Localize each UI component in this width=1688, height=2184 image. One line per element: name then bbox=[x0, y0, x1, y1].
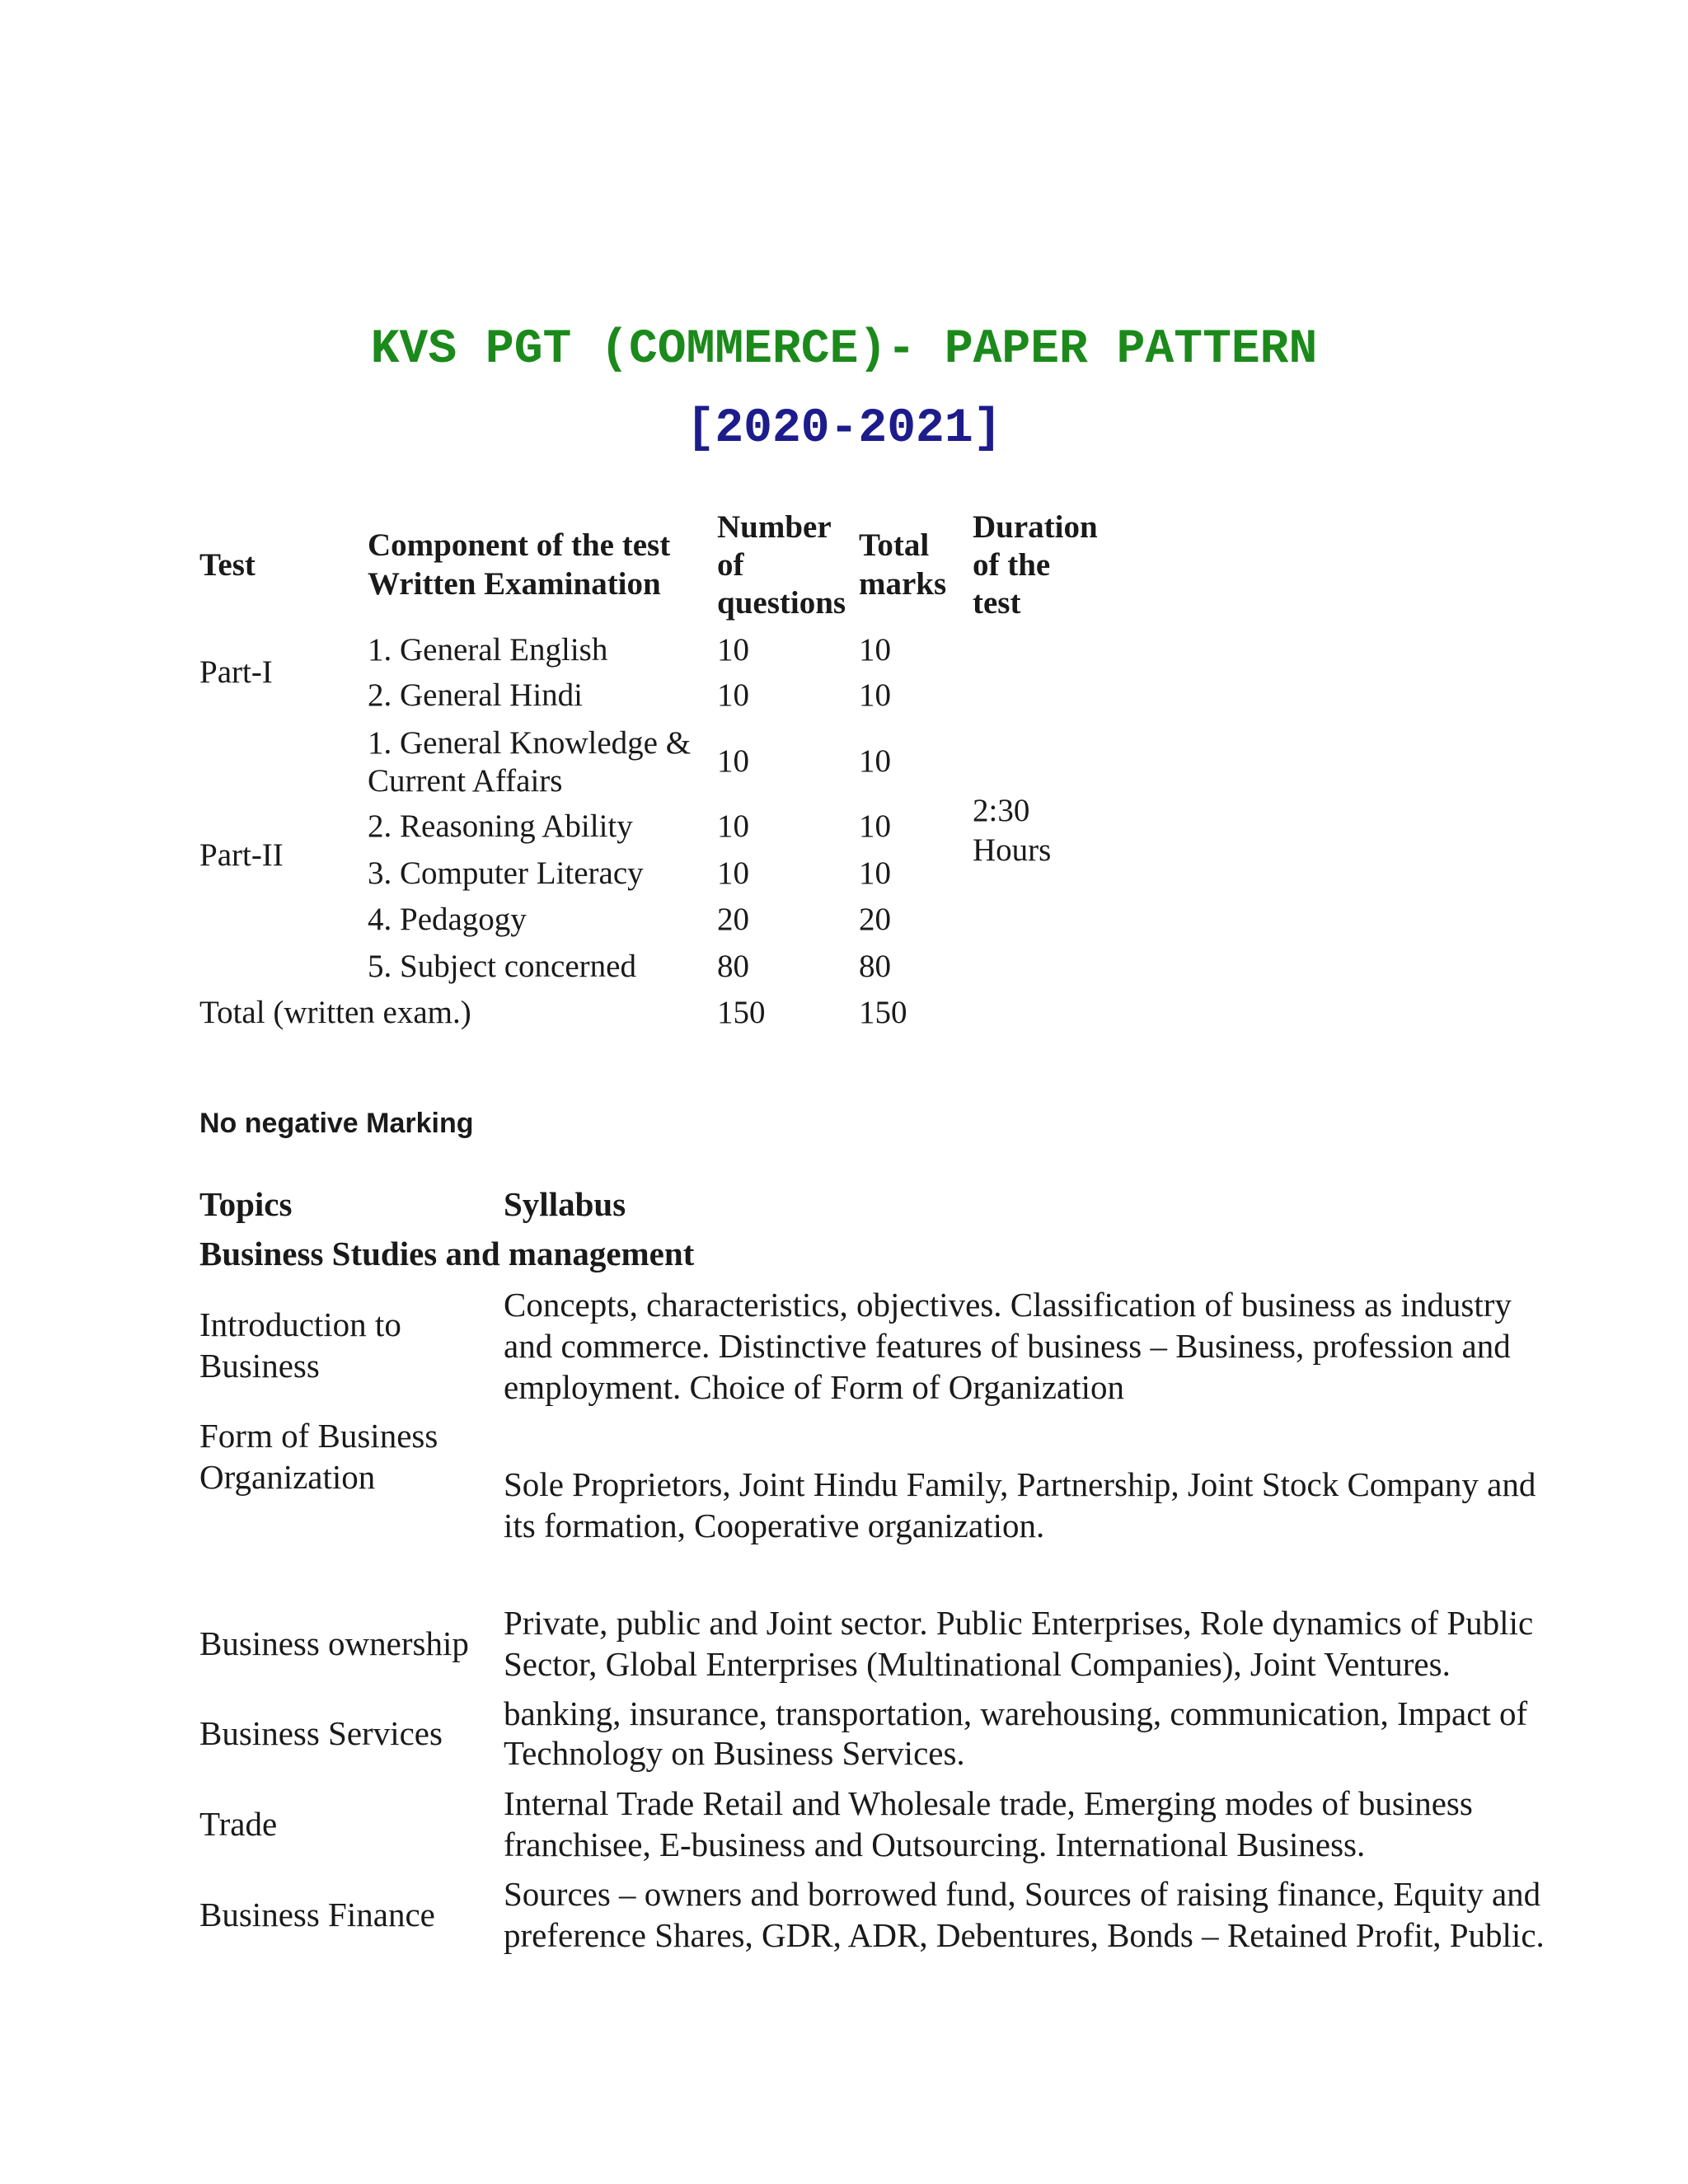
duration-value-line1: 2:30 bbox=[973, 793, 1030, 828]
row-component: 3. Computer Literacy bbox=[368, 855, 644, 891]
row-questions: 10 bbox=[717, 808, 749, 844]
total-label: Total (written exam.) bbox=[199, 995, 471, 1030]
note-no-negative-marking: No negative Marking bbox=[199, 1108, 474, 1139]
duration-value-line2: Hours bbox=[973, 832, 1052, 868]
syllabus-line: Private, public and Joint sector. Public Enterprises, Role dynamics of Public bbox=[504, 1604, 1534, 1642]
syllabus-line: Internal Trade Retail and Wholesale trade, Emerging modes of business bbox=[504, 1784, 1473, 1822]
header-questions-line1: Number bbox=[717, 509, 832, 545]
syllabus-line: Technology on Business Services. bbox=[504, 1734, 965, 1772]
topic-line2: Business bbox=[199, 1347, 320, 1385]
total-questions: 150 bbox=[717, 995, 766, 1030]
header-marks-line2: marks bbox=[859, 566, 947, 602]
row-marks: 80 bbox=[859, 949, 891, 984]
header-component-line1: Component of the test bbox=[368, 527, 671, 563]
topic-line2: Organization bbox=[199, 1458, 376, 1496]
row-questions: 80 bbox=[717, 949, 749, 984]
header-marks-line1: Total bbox=[859, 527, 930, 563]
row-questions: 20 bbox=[717, 902, 749, 937]
topic: Business Finance bbox=[199, 1896, 435, 1933]
row-component: 1. General English bbox=[368, 632, 608, 668]
row-questions: 10 bbox=[717, 743, 749, 779]
page-subtitle: [2020-2021] bbox=[686, 402, 1002, 456]
syllabus-line: franchisee, E-business and Outsourcing. International Business. bbox=[504, 1825, 1366, 1863]
row-marks: 10 bbox=[859, 743, 891, 779]
header-duration-line1: Duration bbox=[973, 509, 1098, 545]
syllabus-header: Syllabus bbox=[504, 1185, 626, 1223]
syllabus-line: Sole Proprietors, Joint Hindu Family, Partnership, Joint Stock Company and bbox=[504, 1465, 1536, 1503]
syllabus-line: and commerce. Distinctive features of business – Business, profession and bbox=[504, 1327, 1511, 1365]
syllabus-line: Sector, Global Enterprises (Multinational Companies), Joint Ventures. bbox=[504, 1645, 1451, 1683]
row-marks: 10 bbox=[859, 632, 891, 668]
topic: Trade bbox=[199, 1805, 278, 1843]
row-component: 4. Pedagogy bbox=[368, 902, 527, 937]
topic-line1: Form of Business bbox=[199, 1417, 438, 1455]
row-component: 5. Subject concerned bbox=[368, 949, 636, 984]
row-component: 2. Reasoning Ability bbox=[368, 808, 633, 844]
syllabus-line: its formation, Cooperative organization. bbox=[504, 1507, 1045, 1544]
syllabus-line: Sources – owners and borrowed fund, Sources of raising finance, Equity and bbox=[504, 1875, 1541, 1913]
row-marks: 10 bbox=[859, 677, 891, 713]
row-marks: 10 bbox=[859, 855, 891, 891]
topic-line1: Introduction to bbox=[199, 1305, 401, 1343]
header-duration-line2: of the bbox=[973, 547, 1051, 583]
header-duration-line3: test bbox=[973, 585, 1021, 621]
page-title: KVS PGT (COMMERCE)- PAPER PATTERN bbox=[370, 323, 1318, 377]
row-questions: 10 bbox=[717, 632, 749, 668]
syllabus-line: preference Shares, GDR, ADR, Debentures, Bonds – Retained Profit, Public. bbox=[504, 1916, 1545, 1954]
total-marks: 150 bbox=[859, 995, 907, 1030]
topic: Business ownership bbox=[199, 1624, 469, 1662]
row-questions: 10 bbox=[717, 677, 749, 713]
row-questions: 10 bbox=[717, 855, 749, 891]
part2-label: Part-II bbox=[199, 837, 284, 873]
syllabus-line: Concepts, characteristics, objectives. Classification of business as industry bbox=[504, 1286, 1512, 1324]
row-component-line2: Current Affairs bbox=[368, 763, 563, 799]
row-component: 2. General Hindi bbox=[368, 677, 584, 713]
row-component-line1: 1. General Knowledge & bbox=[368, 725, 692, 761]
row-marks: 20 bbox=[859, 902, 891, 937]
topics-header: Topics bbox=[199, 1185, 293, 1223]
header-test: Test bbox=[199, 547, 256, 583]
row-marks: 10 bbox=[859, 808, 891, 844]
syllabus-line: banking, insurance, transportation, warehousing, communication, Impact of bbox=[504, 1694, 1528, 1732]
header-component-line2: Written Examination bbox=[368, 566, 661, 602]
syllabus-line: employment. Choice of Form of Organization bbox=[504, 1368, 1125, 1406]
header-questions-line3: questions bbox=[717, 585, 846, 621]
topic: Business Services bbox=[199, 1714, 443, 1752]
section-title: Business Studies and management bbox=[199, 1235, 695, 1272]
part1-label: Part-I bbox=[199, 654, 273, 690]
header-questions-line2: of bbox=[717, 547, 744, 583]
